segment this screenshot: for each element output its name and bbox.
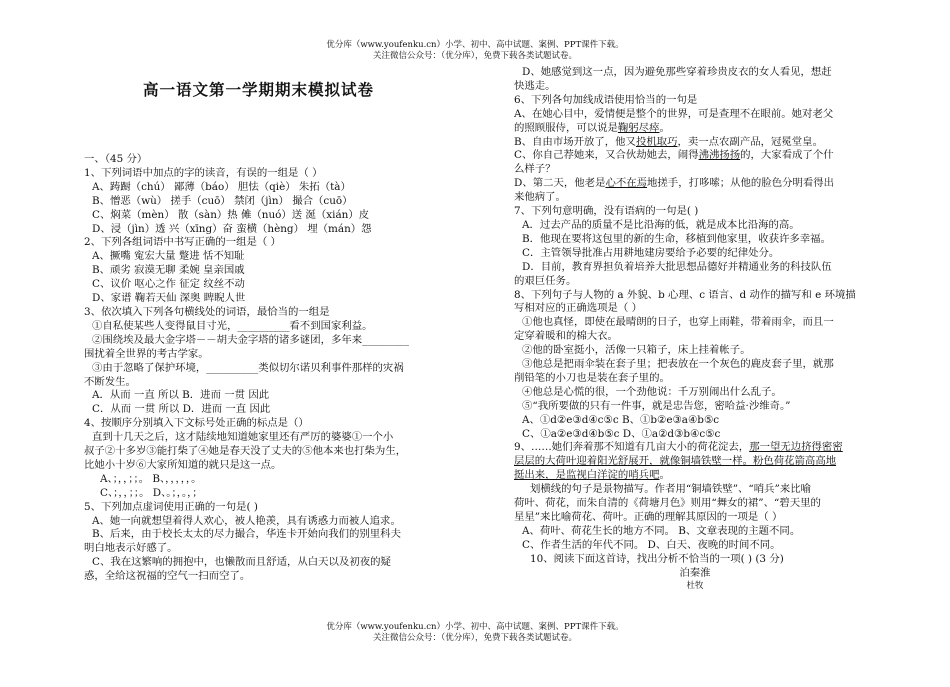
q4-text-3: 比她小十岁⑥大家所知道的就只是这一点。 [84, 458, 282, 471]
q8-sentence-3-cont: 削铅笔的小刀也是装在套子里的。 [514, 371, 670, 384]
q7-option-c: C．主管领导批准占用耕地建房要给予必要的纪律处分。 [522, 246, 780, 259]
q6-d-idiom: 心不在焉 [605, 177, 648, 190]
poem-author: 杜牧 [686, 580, 704, 591]
q6-c-text: C、你自己荐她来，又合伙劫她去，闹得 [514, 149, 699, 162]
question-8: 8、下列句子与人物的 a 外貌、b 心理、c 语言、d 动作的描写和 e 环境描 [514, 288, 856, 301]
q3-options-ab: A．从而 一直 所以 B．进而 一贯 因此 [92, 389, 270, 402]
q8-sentence-4: ④他总是心慌的很，一个劲他说：千万别闹出什么乱子。 [522, 385, 782, 398]
q9-underlined-3: 挺出来，是监视白洋淀的哨兵吧 [514, 469, 660, 482]
q6-b-text: B、自由市场开放了，他又 [514, 135, 636, 148]
right-column [514, 66, 876, 592]
question-1: 1、下列词语中加点的字的读音，有误的一组是（ ） [84, 166, 323, 179]
q6-option-d [514, 177, 876, 191]
q2-option-d: D、家谱 鞠若天仙 深奥 睥睨人世 [92, 292, 246, 305]
footer-line-2: 关注微信公众号：（优分库），免费下载各类试题试卷。 [372, 633, 577, 643]
page-header [0, 40, 950, 62]
q9-underlined-1: 那一望无边挤得密密 [749, 441, 843, 454]
question-4: 4、按顺序分别填入下文标号处正确的标点是（） [84, 417, 309, 430]
q8-sentence-3: ③他总是把雨伞装在套子里；把表放在一个灰色的鹿皮套子里，就那 [522, 358, 834, 371]
q6-option-a: A、在她心目中，爱情便是整个的世界，可是查理不在眼前。她对老父 [514, 107, 834, 120]
q9-prompt-1: 划横线的句子是景物描写。作者用“铜墙铁壁”、“哨兵”来比喻 [530, 483, 812, 496]
q5-option-a: A、她一向就想望着得人欢心，被人艳羡，具有诱惑力而被人追求。 [92, 514, 401, 527]
q6-option-c [514, 149, 876, 163]
page-footer [0, 622, 950, 644]
question-10: 10、阅读下面这首诗，找出分析不恰当的一项( ) (3 分) [530, 552, 784, 565]
q9-underlined-2: 层层的大荷叶迎着阳光舒展开，就像铜墙铁壁一样。粉色荷花箭高高地 [514, 455, 837, 468]
q3-sentence-2-cont: 围扰着全世界的考古学家。 [84, 347, 209, 360]
q6-option-c-cont: 么样子？ [514, 163, 556, 176]
q4-text-1: 直到十几天之后，这才陆续地知道她家里还有严厉的婆婆①一个小 [92, 431, 394, 444]
q8-sentence-1: ①他也真怪，即使在最晴朗的日子，也穿上雨鞋，带着雨伞，而且一 [522, 316, 834, 329]
q4-options-ab: A、；，，；；。 B、，，，，，。 [100, 472, 202, 485]
q8-sentence-5: ⑤“我所要做的只有一件事，就是忠告您，密哈益·沙维奇。” [522, 399, 791, 412]
q2-option-c: C、议价 呕心之作 征定 纹丝不动 [92, 278, 245, 291]
q3-sentence-2: ②围绕埃及最大金字塔－－胡夫金字塔的诸多谜团，多年来_________ [92, 333, 409, 346]
q6-c-idiom: 沸沸扬扬 [698, 149, 741, 162]
q6-option-d-cont: 来他病了。 [514, 191, 566, 204]
q1-option-c: C、焖菜（mèn） 散（sàn）热 傩（nuó）送 涎（xián）皮 [92, 208, 370, 221]
question-9 [514, 441, 876, 455]
q2-option-b: B、顽劣 寂漠无聊 柔婉 皇亲国戚 [92, 264, 245, 277]
q9-text: 9、……她们奔着那不知道有几亩大小的荷花淀去， [514, 441, 750, 454]
footer-line-1: 优分库（www.youfenku.cn）小学、初中、高中试题、案例、PPT课件下载。 [326, 622, 624, 632]
q7-option-b: B．他现在要将这包里的新的生命，移植到他家里，收获许多幸福。 [522, 232, 831, 245]
q6-a-end: 。 [659, 121, 670, 134]
q2-option-a: A、撅嘴 寃宏大量 蹩进 恬不知耻 [92, 250, 245, 263]
question-9-cont [514, 455, 876, 469]
q3-options-cd: C．从而 一贯 所以 D．进而 一直 因此 [92, 403, 271, 416]
q3-sentence-3: ③由于忽略了保护环境，__________类似切尔诺贝利事件那样的灾祸 [92, 361, 404, 374]
q6-option-b [514, 136, 876, 150]
q1-option-d: D、浸（jìn）透 兴（xīng）奋 蛮横（hèng） 埋（mán）怨 [92, 222, 372, 235]
q6-d-end: 地搓手，打哆嗦；从他的脸色分明看得出 [647, 177, 835, 190]
section-heading: 一、（45 分） [84, 153, 148, 165]
question-9-cont-2 [514, 469, 876, 483]
q6-a-text: 的照顾服侍，可以说是 [514, 121, 618, 134]
question-7: 7、下列句意明确，没有语病的一句是( ) [514, 205, 699, 218]
q6-b-end: ，卖一点农副产品，冠冕堂皇。 [677, 135, 823, 148]
q1-option-a: A、踌蹰（chú） 鄙薄（báo） 胆怯（qiè） 朱拓（tà） [92, 180, 351, 193]
q9-options-cd: C、作者生活的年代不同。 D、白天、夜晚的时间不同。 [522, 538, 781, 551]
q4-text-2: 叔子②十多岁③能打柴了④她是春天没了丈夫的⑤他本来也打柴为生， [84, 445, 407, 458]
q9-options-ab: A、荷叶、荷花生长的地方不同。 B、文章表现的主题不同。 [522, 524, 801, 537]
q8-sentence-2: ②他的卧室挺小，活像一只箱子，床上挂着帐子。 [522, 344, 751, 357]
question-5: 5、下列加点虚词使用正确的一句是( ) [84, 500, 258, 513]
left-column [84, 153, 444, 584]
q9-prompt-2: 荷叶、荷花，而朱自清的《荷塘月色》则用“舞女的裙”、“碧天里的 [514, 497, 821, 510]
q3-sentence-3-cont: 不断发生。 [84, 375, 136, 388]
poem-title: 泊秦淮 [679, 566, 711, 579]
question-2: 2、下列各组词语中书写正确的一组是（ ） [84, 236, 281, 249]
q5-option-c-cont: 惑，全给这祝福的空气一扫而空了。 [84, 570, 251, 583]
q7-option-d-cont: 的艰巨任务。 [514, 274, 577, 287]
question-8-cont: 写相对应的正确选项是（ ） [514, 302, 642, 315]
exam-title: 高一语文第一学期期末模拟试卷 [143, 81, 375, 99]
q8-options-cd: C、①a②e③d④b⑤c D、①a②d③b④c⑤c [522, 427, 721, 440]
q6-a-idiom: 鞠躬尽瘁 [617, 121, 660, 134]
q8-sentence-1-cont: 定穿着暖和的棉大衣。 [514, 330, 618, 343]
question-3: 3、依次填入下列各句横线处的词语，最恰当的一组是 [84, 305, 330, 318]
q7-option-a: A．过去产品的质量不是比沿海的低，就是成本比沿海的高。 [522, 218, 800, 231]
q5-option-c: C、我在这繁响的拥抱中，也懒散而且舒适，从白天以及初夜的疑 [92, 556, 391, 569]
q6-option-a-cont [514, 122, 876, 136]
q5-option-b-cont: 明白地表示好感了。 [84, 542, 178, 555]
q8-options-ab: A、①d②e③d④c⑤c B、①b②e③a④b⑤c [522, 413, 720, 426]
q4-options-cd: C、；，，；；。 D、。；，。，； [100, 486, 203, 499]
question-6: 6、下列各句加线成语使用恰当的一句是 [514, 93, 698, 106]
q9-end: 。 [659, 469, 670, 482]
header-line-1: 优分库（www.youfenku.cn）小学、初中、高中试题、案例、PPT课件下载。 [326, 40, 624, 50]
q5-option-d-cont: 快逃走。 [514, 79, 556, 92]
header-line-2: 关注微信公众号：（优分库），免费下载各类试题试卷。 [372, 51, 577, 61]
q7-option-d: D．目前，教育界担负着培养大批思想品德好并精通业务的科技队伍 [522, 260, 832, 273]
q6-b-idiom: 投机取巧 [635, 135, 678, 148]
q9-prompt-3: 星星”来比喻荷花、荷叶。正确的理解其原因的一项是（ ） [514, 511, 783, 523]
q5-option-d: D、她感觉到这一点，因为避免那些穿着珍贵皮衣的女人看见，想赶 [522, 66, 832, 78]
q5-option-b: B、后来，由于校长太太的尽力撮合，华连卡开始向我们的别里科夫 [92, 528, 401, 541]
q3-sentence-1: ①自私使某些人变得鼠目寸光，__________看不到国家利益。 [92, 319, 373, 332]
q6-d-text: D、第二天，他老是 [514, 177, 606, 190]
q6-c-end: 的，大家看成了个什 [740, 149, 834, 162]
q1-option-b: B、憎恶（wù） 搓手（cuō） 禁闭（jìn） 撮合（cuō） [92, 194, 353, 207]
